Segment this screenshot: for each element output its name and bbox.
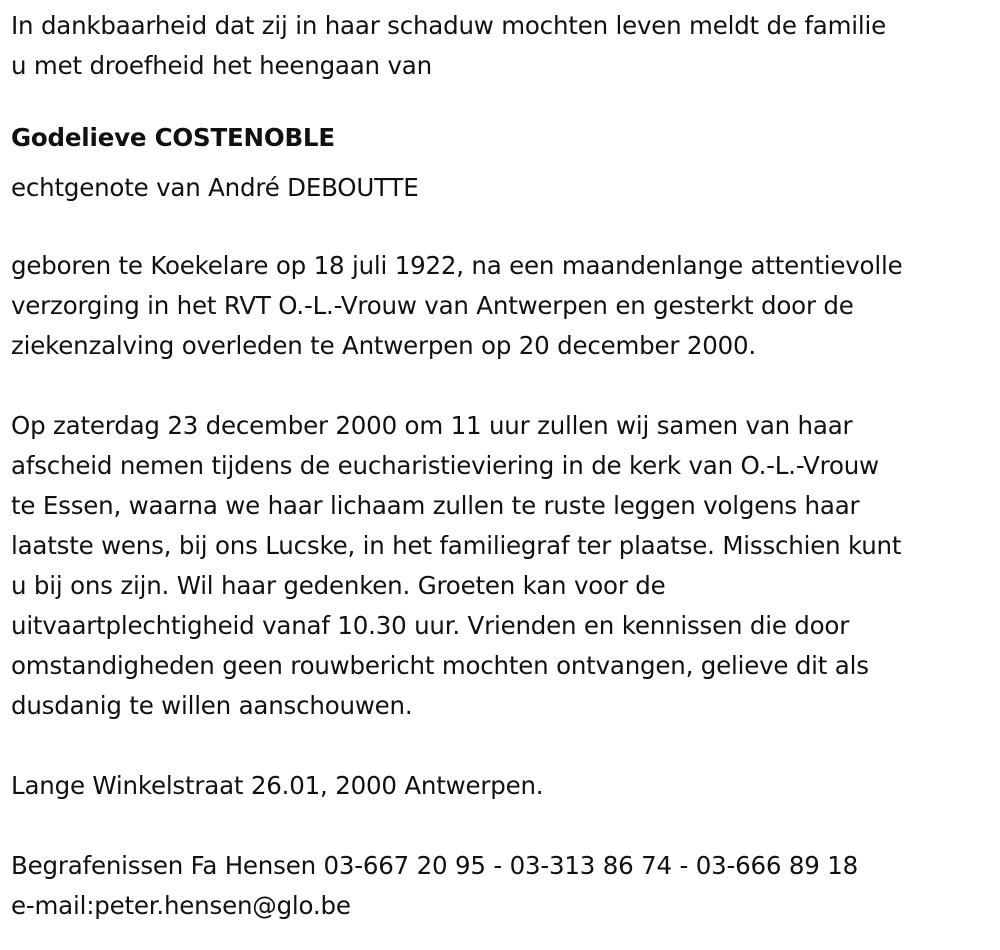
service-line-7: omstandigheden geen rouwbericht mochten ontvangen, gelieve dit als <box>11 651 869 680</box>
service-line-8: dusdanig te willen aanschouwen. <box>11 691 413 720</box>
spouse-line: echtgenote van André DEBOUTTE <box>11 173 419 202</box>
service-line-4: laatste wens, bij ons Lucske, in het familiegraf ter plaatse. Misschien kunt <box>11 531 902 560</box>
birth-line-2: verzorging in het RVT O.-L.-Vrouw van Antwerpen en gesterkt door de <box>11 291 854 320</box>
service-line-6: uitvaartplechtigheid vanaf 10.30 uur. Vrienden en kennissen die door <box>11 611 850 640</box>
intro-line-2: u met droefheid het heengaan van <box>11 51 432 80</box>
birth-line-3: ziekenzalving overleden te Antwerpen op 20 december 2000. <box>11 331 757 360</box>
address-line: Lange Winkelstraat 26.01, 2000 Antwerpen. <box>11 771 544 800</box>
service-line-3: te Essen, waarna we haar lichaam zullen te ruste leggen volgens haar <box>11 491 860 520</box>
contact-block <box>11 846 993 926</box>
email-line: e-mail:peter.hensen@glo.be <box>11 891 351 920</box>
intro-line-1: In dankbaarheid dat zij in haar schaduw mochten leven meldt de familie <box>11 11 886 40</box>
service-paragraph <box>11 406 993 726</box>
birth-death-paragraph <box>11 246 993 366</box>
service-line-1: Op zaterdag 23 december 2000 om 11 uur zullen wij samen van haar <box>11 411 853 440</box>
intro-paragraph <box>11 6 993 86</box>
death-notice <box>11 6 993 926</box>
deceased-name: Godelieve COSTENOBLE <box>11 123 335 152</box>
service-line-5: u bij ons zijn. Wil haar gedenken. Groeten kan voor de <box>11 571 666 600</box>
service-line-2: afscheid nemen tijdens de eucharistieviering in de kerk van O.-L.-Vrouw <box>11 451 879 480</box>
birth-line-1: geboren te Koekelare op 18 juli 1922, na een maandenlange attentievolle <box>11 251 903 280</box>
funeral-home-line: Begrafenissen Fa Hensen 03-667 20 95 - 03-313 86 74 - 03-666 89 18 <box>11 851 859 880</box>
